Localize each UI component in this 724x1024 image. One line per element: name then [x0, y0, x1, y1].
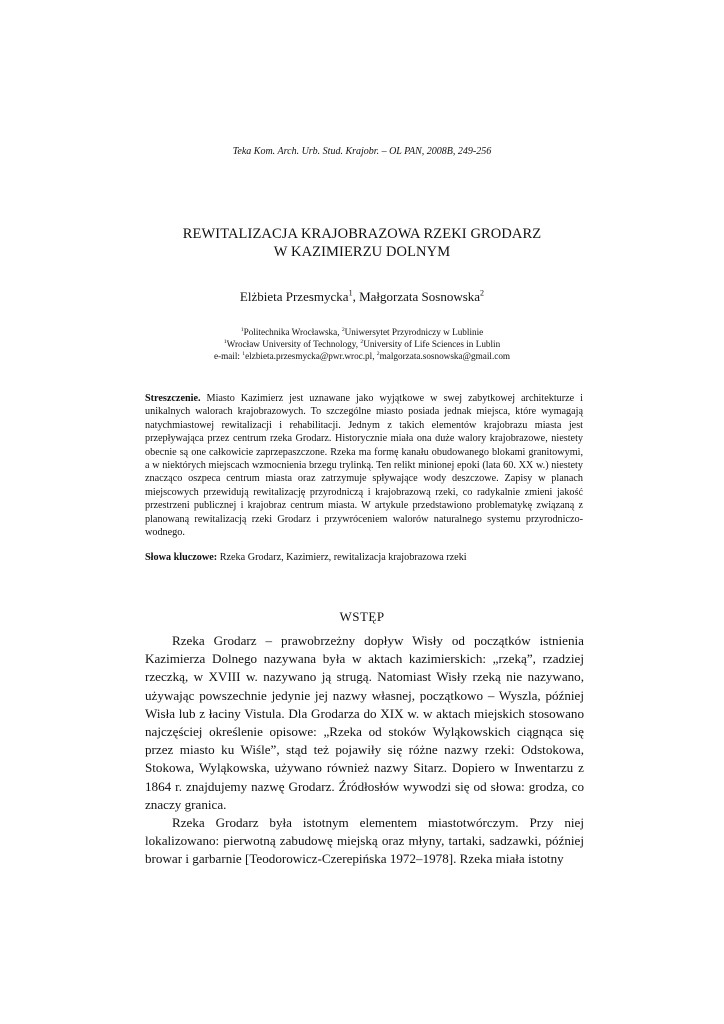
affiliation-line-en: [0, 338, 724, 350]
paper-title: [0, 225, 724, 261]
affiliation-line-pl: [0, 326, 724, 338]
author-1-affil-mark: 1: [348, 288, 353, 298]
keywords-text: Rzeka Grodarz, Kazimierz, rewitalizacja krajobrazowa rzeki: [217, 552, 467, 563]
affiliation-2-en: University of Life Sciences in Lublin: [363, 339, 501, 349]
affiliations: [0, 326, 724, 362]
author-1: Elżbieta Przesmycka: [239, 289, 349, 304]
affiliation-1-en: Wrocław University of Technology,: [226, 339, 361, 349]
affil-mark: 1: [240, 326, 244, 333]
email-2: malgorzata.sosnowska@gmail.com: [379, 351, 511, 361]
paragraph: Rzeka Grodarz – prawobrzeżny dopływ Wisły od początków istnienia Kazimierza Dolnego nazywana była w aktach kazimierskich: „rzeką”, rzadziej rzeczką, w XVIII w. nazywano ją strugą. Natomiast Wisły rzeką nie nazywano, używając powszechnie jedynie jej nazwy własnej, początkowo – Wyszla, później Wisła lub z łaciny Vistula. Dla Grodarza do XIX w. w aktach miejskich stosowano najczęściej określenie opisowe: „Rzeka od stoków Wyląkowskich ciągnąca się przez miasto ku Wiśle”, stąd też pojawiły się różne nazwy rzeki: Odstokowa, Stokowa, Wyląkowska, używano również nazwy Sitarz. Dopiero w Inwentarzu z 1864 r. znajdujemy nazwę Grodarz. Źródłosłów wywodzi się od słowa: grodza, co znaczy granica.: [145, 633, 584, 812]
paragraph: Rzeka Grodarz była istotnym elementem miastotwórczym. Przy niej lokalizowano: pierwotną zabudowę miejską oraz młyny, tartaki, sadzawki, później browar i garbarnie [Teodorowicz-Czerepińska 1972–1978]. Rzeka miała istotny: [145, 815, 584, 867]
authors: [0, 289, 724, 305]
abstract-text: Miasto Kazimierz jest uznawane jako wyjątkowe w swej zabytkowej architekturze i unikalnych walorach krajobrazowych. To szczególne miasto posiada jednak miejsca, które wymagają natychmiastowej rewitalizacji i rehabilitacji. Jednym z takich elementów krajobrazu miasta jest przepływająca przez centrum rzeka Grodarz. Historycznie miała ona duże walory krajobrazowe, niestety obecnie są one całkowicie zaprzepaszczone. Rzeka ma formę kanału obudowanego blokami granitowymi, a w niektórych miejscach wzmocnienia brzegu trylinką. Ten relikt minionej epoki (lata 60. XX w.) niestety znacząco oszpeca centrum miasta oraz zatrzymuje spływające wody deszczowe. Zapisy w planach miejscowych przewidują rewitalizację przyrodniczą i krajobrazową rzeki, co radykalnie zmieni jakość przestrzeni publicznej i krajobraz centrum miasta. W artykule przedstawiono problematykę związaną z planowaną rewitalizacją rzeki Grodarz i przywróceniem walorów naturalnego systemu przyrodniczo-wodnego.: [145, 393, 583, 539]
author-separator: ,: [352, 289, 360, 304]
affil-mark: 1: [223, 338, 227, 345]
affil-mark: 1: [242, 350, 246, 357]
affiliation-1-pl: Politechnika Wrocławska,: [243, 327, 342, 337]
affil-mark: 2: [376, 350, 380, 357]
abstract-label: Streszczenie.: [145, 393, 201, 404]
title-line-1: REWITALIZACJA KRAJOBRAZOWA RZEKI GRODARZ: [182, 226, 542, 242]
affil-mark: 2: [341, 326, 345, 333]
affil-mark: 2: [360, 338, 364, 345]
author-2-affil-mark: 2: [480, 288, 485, 298]
keywords-label: Słowa kluczowe:: [145, 552, 218, 563]
body-text: [145, 632, 584, 869]
section-heading: WSTĘP: [339, 609, 385, 624]
affiliation-2-pl: Uniwersytet Przyrodniczy w Lublinie: [344, 327, 484, 337]
abstract: [145, 392, 583, 539]
email-line: [0, 350, 724, 362]
keywords: [145, 551, 583, 564]
title-line-2: W KAZIMIERZU DOLNYM: [273, 244, 451, 260]
author-2: Małgorzata Sosnowska: [359, 289, 481, 304]
running-header: Teka Kom. Arch. Urb. Stud. Krajobr. – OL PAN, 2008B, 249-256: [232, 146, 492, 157]
email-label: e-mail:: [213, 351, 243, 361]
email-1: elzbieta.przesmycka@pwr.wroc.pl,: [245, 351, 377, 361]
